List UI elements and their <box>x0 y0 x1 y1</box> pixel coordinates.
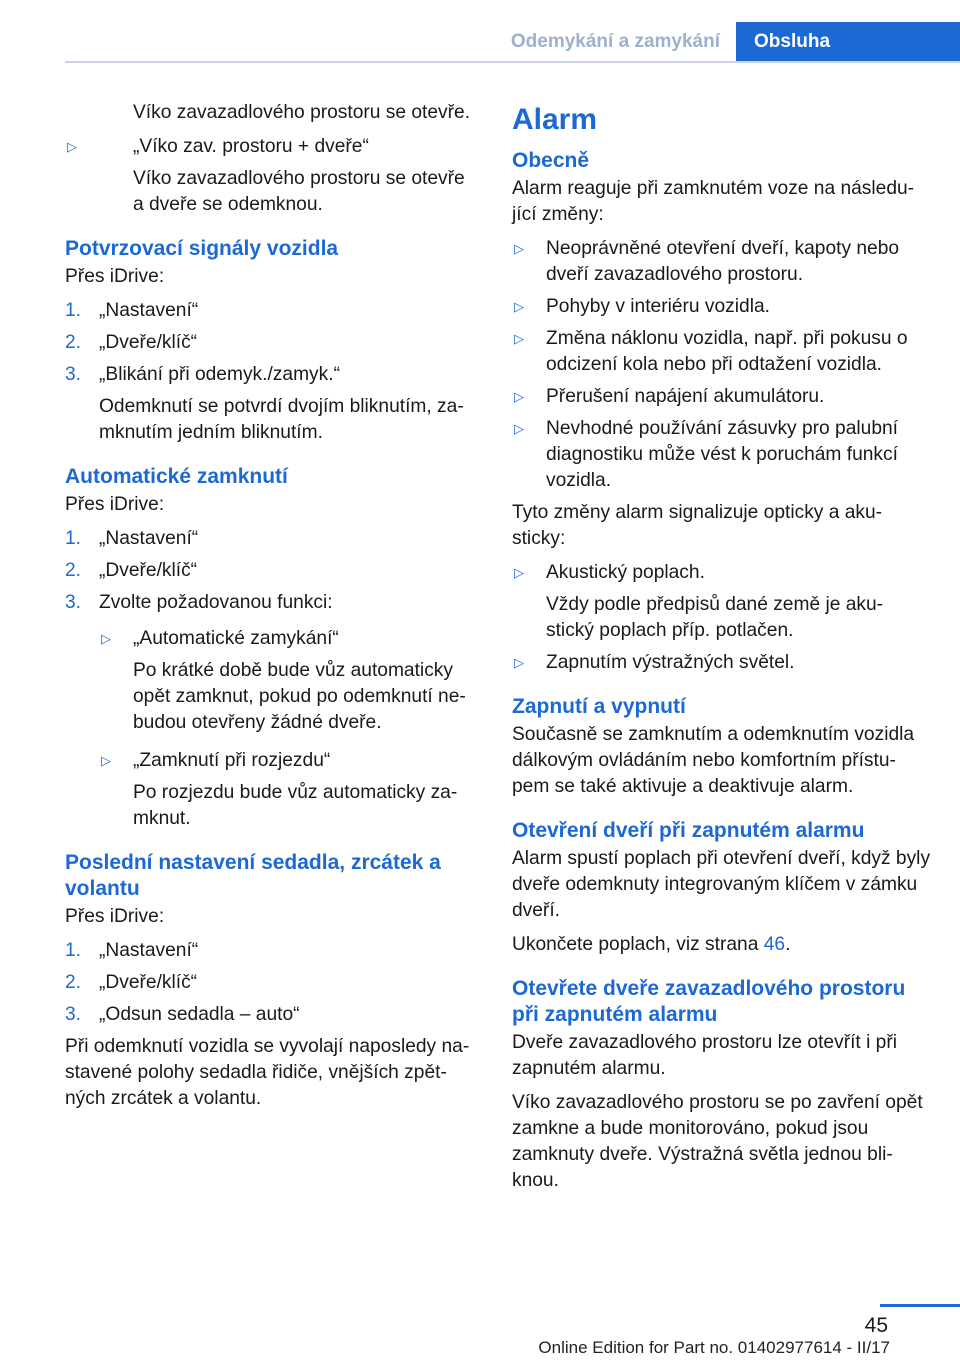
list-item <box>512 236 932 288</box>
step-number: 1. <box>65 940 82 961</box>
list-item <box>512 416 932 494</box>
step-label: „Nastavení“ <box>99 300 199 321</box>
steps-list <box>65 526 480 832</box>
header-chapter-tab[interactable]: Obsluha <box>736 22 960 62</box>
section-title-last-settings: Poslední nastavení sedadla, zrcátek a volantu <box>65 851 441 900</box>
page-number: 45 <box>864 1314 888 1337</box>
step-number: 3. <box>65 592 82 613</box>
section-text: Dveře zavazadlového prostoru lze otevřít i při zapnutém alarmu. <box>512 1032 897 1079</box>
step-label: „Odsun sedadla – auto“ <box>99 1004 300 1025</box>
list-item <box>65 134 480 218</box>
option-desc: Po krátké době bude vůz automaticky opět zamknut, pokud po odemknutí ne- budou otevřeny žádné dveře. <box>133 660 466 733</box>
list-item-text: Pohyby v interiéru vozidla. <box>546 296 770 317</box>
option-item <box>99 748 480 832</box>
list-item-text: Nevhodné používání zásuvky pro palubní diagnostiku může vést k poruchám funkcí vozidla. <box>546 418 898 491</box>
triangle-bullet-icon: ▷ <box>514 655 524 670</box>
list-item-desc: Víko zavazadlového prostoru se otevře a dveře se odemknou. <box>133 168 465 215</box>
triangle-bullet-icon: ▷ <box>67 139 77 154</box>
stop-alarm-text <box>512 932 932 958</box>
triangle-bullet-icon: ▷ <box>514 389 524 404</box>
footer-edition: Online Edition for Part no. 01402977614 - II/17 <box>538 1338 890 1357</box>
section-title-trunk: Otevřete dveře zavazadlového prostoru při zapnutém alarmu <box>512 977 906 1026</box>
signal-text: Tyto změny alarm signalizuje opticky a aku- sticky: <box>512 502 883 549</box>
steps-list <box>65 298 480 446</box>
triangle-bullet-icon: ▷ <box>514 331 524 346</box>
step-number: 3. <box>65 1004 82 1025</box>
step-label: Zvolte požadovanou funkci: <box>99 592 333 613</box>
step-label: „Dveře/klíč“ <box>99 560 198 581</box>
intro-list <box>65 134 480 218</box>
step-label: „Dveře/klíč“ <box>99 972 198 993</box>
option-label: „Automatické zamykání“ <box>133 628 339 649</box>
step-number: 2. <box>65 972 82 993</box>
option-label: „Zamknutí při rozjezdu“ <box>133 750 331 771</box>
signals-list <box>512 560 932 676</box>
step-number: 2. <box>65 332 82 353</box>
section-lead: Přes iDrive: <box>65 266 165 287</box>
triangle-bullet-icon: ▷ <box>101 753 111 768</box>
triangle-bullet-icon: ▷ <box>514 299 524 314</box>
section-text: Víko zavazadlového prostoru se po zavření opět zamkne a bude monitorováno, pokud jsou zamknuty dveře. Výstražná světla jednou bli- knou. <box>512 1092 923 1191</box>
list-item <box>512 560 932 644</box>
header-section-title: Odemykání a zamykání <box>510 31 720 52</box>
step-number: 1. <box>65 300 82 321</box>
section-note: Při odemknutí vozidla se vyvolají naposledy na- stavené polohy sedadla řidiče, vnějších zpět- ných zrcátek a volantu. <box>65 1036 470 1109</box>
option-item <box>99 626 480 736</box>
triangle-bullet-icon: ▷ <box>514 421 524 436</box>
left-column <box>65 100 480 1120</box>
step-item <box>65 970 480 996</box>
section-title-confirm-signals: Potvrzovací signály vozidla <box>65 237 339 260</box>
step-label: „Dveře/klíč“ <box>99 332 198 353</box>
options-list <box>99 626 480 832</box>
intro-text: Víko zavazadlového prostoru se otevře. <box>133 102 471 123</box>
step-label: „Blikání při odemyk./zamyk.“ <box>99 364 340 385</box>
step-item <box>65 298 480 324</box>
step-item <box>65 558 480 584</box>
footer-accent-line <box>880 1304 960 1307</box>
list-item-desc: Vždy podle předpisů dané země je aku- stický poplach příp. potlačen. <box>546 594 884 641</box>
list-item-label: Zapnutím výstražných světel. <box>546 652 795 673</box>
step-item <box>65 330 480 356</box>
list-item-text: Neoprávněné otevření dveří, kapoty nebo dveří zavazadlového prostoru. <box>546 238 900 285</box>
step-label: „Nastavení“ <box>99 940 199 961</box>
list-item-label: „Víko zav. prostoru + dveře“ <box>133 136 369 157</box>
section-title-general: Obecně <box>512 149 590 172</box>
triangle-bullet-icon: ▷ <box>514 241 524 256</box>
step-item <box>65 938 480 964</box>
option-desc: Po rozjezdu bude vůz automaticky za- mknut. <box>133 782 458 829</box>
page-title-alarm: Alarm <box>512 103 598 136</box>
step-item <box>65 590 480 832</box>
list-item-text: Změna náklonu vozidla, např. při pokusu o odcizení kola nebo při odtažení vozidla. <box>546 328 908 375</box>
step-number: 2. <box>65 560 82 581</box>
list-item-text: Přerušení napájení akumulátoru. <box>546 386 825 407</box>
step-number: 3. <box>65 364 82 385</box>
section-lead: Alarm reaguje při zamknutém voze na následu- jící změny: <box>512 178 915 225</box>
triangle-bullet-icon: ▷ <box>514 565 524 580</box>
stop-alarm-end: . <box>785 934 791 955</box>
header-divider <box>65 61 960 63</box>
list-item-label: Akustický poplach. <box>546 562 705 583</box>
list-item <box>512 384 932 410</box>
step-item <box>65 526 480 552</box>
step-note: Odemknutí se potvrdí dvojím bliknutím, za- mknutím jedním bliknutím. <box>99 396 464 443</box>
section-text: Alarm spustí poplach při otevření dveří, když byly dveře odemknuty integrovaným klíčem v zámku dveří. <box>512 848 931 921</box>
steps-list <box>65 938 480 1028</box>
page-link[interactable]: 46 <box>763 934 786 955</box>
section-text: Současně se zamknutím a odemknutím vozidla dálkovým ovládáním nebo komfortním přístu- pem se také aktivuje a deaktivuje alarm. <box>512 724 915 797</box>
list-item <box>512 326 932 378</box>
section-title-door-open: Otevření dveří při zapnutém alarmu <box>512 819 865 842</box>
step-item <box>65 1002 480 1028</box>
stop-alarm-label: Ukončete poplach, viz strana <box>512 934 759 955</box>
list-item <box>512 650 932 676</box>
section-lead: Přes iDrive: <box>65 906 165 927</box>
section-title-onoff: Zapnutí a vypnutí <box>512 695 686 718</box>
section-lead: Přes iDrive: <box>65 494 165 515</box>
step-item <box>65 362 480 446</box>
step-label: „Nastavení“ <box>99 528 199 549</box>
step-number: 1. <box>65 528 82 549</box>
section-title-auto-lock: Automatické zamknutí <box>65 465 288 488</box>
right-column <box>512 100 932 1202</box>
triggers-list <box>512 236 932 494</box>
list-item <box>512 294 932 320</box>
triangle-bullet-icon: ▷ <box>101 631 111 646</box>
